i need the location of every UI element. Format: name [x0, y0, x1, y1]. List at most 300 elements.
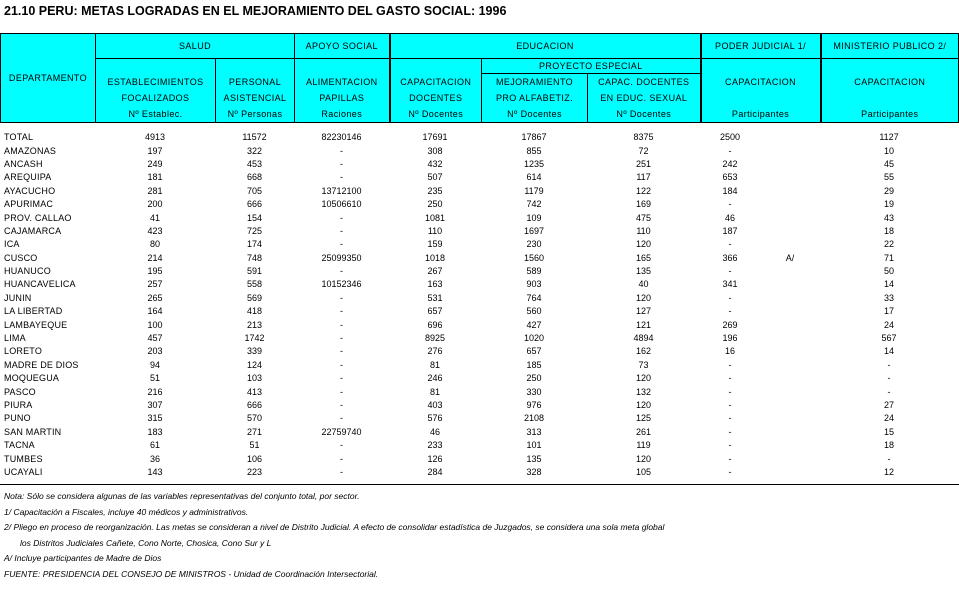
cell-value: 200: [147, 199, 163, 210]
header-col-line1: CAPACITACION: [400, 76, 472, 87]
cell-value: 135: [635, 266, 652, 277]
cell-value: [700, 144, 820, 157]
cell-value: [700, 399, 820, 412]
cell-departamento: TACNA: [4, 440, 35, 451]
table-row: [0, 278, 958, 291]
cell-departamento: AREQUIPA: [4, 172, 52, 183]
cell-value: -: [340, 266, 343, 277]
cell-value: 315: [147, 413, 163, 424]
cell-value: 183: [147, 426, 163, 437]
table-row: [0, 171, 958, 184]
cell-value: 8375: [633, 132, 654, 143]
cell-value: 109: [526, 212, 542, 223]
cell-value: 251: [635, 158, 652, 169]
cell-value: 257: [147, 279, 163, 290]
cell-departamento: ICA: [4, 239, 20, 250]
cell-value: 976: [526, 400, 542, 410]
header-col-unit: Nº Establec.: [128, 108, 183, 119]
header-col-line1: ESTABLECIMIENTOS: [107, 76, 204, 87]
cell-value: 313: [526, 426, 542, 437]
cell-value-text: -: [728, 359, 732, 370]
cell-value: 213: [246, 319, 263, 330]
cell-value: 61: [149, 440, 160, 451]
cell-value: 457: [147, 333, 163, 344]
footnote-spacer: [770, 345, 810, 358]
cell-value: 1127: [879, 132, 899, 143]
cell-value: 132: [635, 386, 652, 397]
table-row: [0, 426, 958, 439]
source-note: FUENTE: PRESIDENCIA DEL CONSEJO DE MINISTROS - Unidad de Coordinación Intersectorial.: [4, 568, 379, 579]
cell-value: 17: [883, 306, 894, 317]
table-row: [0, 359, 958, 372]
header-col-line2: ASISTENCIAL: [223, 92, 287, 103]
cell-value: 72: [638, 145, 649, 156]
cell-value: 124: [246, 359, 263, 370]
cell-value: 110: [636, 225, 651, 236]
header-col-personal: [216, 59, 295, 123]
cell-value: 13712100: [321, 185, 362, 196]
cell-departamento: MOQUEGUA: [4, 373, 60, 384]
cell-departamento: TUMBES: [4, 453, 43, 464]
cell-value: 330: [526, 386, 542, 397]
note-2-continued: los Distritos Judiciales Cañete, Cono Norte, Chosica, Cono Sur y L: [20, 537, 272, 548]
header-col-unit: Nº Docentes: [408, 108, 464, 119]
cell-value: [700, 278, 820, 291]
cell-value: 126: [427, 453, 443, 464]
footnote-spacer: [770, 292, 810, 305]
cell-value-text: 341: [722, 279, 738, 290]
table-row: [0, 225, 958, 238]
cell-value: 25099350: [321, 252, 362, 263]
header-group-apoyo-social: APOYO SOCIAL: [295, 34, 390, 59]
cell-value-text: -: [728, 426, 732, 437]
cell-value: 10506610: [321, 199, 362, 210]
cell-departamento: PASCO: [4, 386, 36, 397]
cell-value: 265: [147, 292, 163, 303]
header-departamento: DEPARTAMENTO: [1, 34, 96, 123]
cell-departamento: LA LIBERTAD: [4, 306, 63, 317]
header-col-line1: ALIMENTACION: [305, 76, 378, 87]
header-col-line2: EN EDUC. SEXUAL: [600, 93, 688, 103]
cell-value: 1018: [424, 252, 446, 263]
cell-value: 214: [147, 252, 163, 263]
header-col-unit: Participantes: [861, 108, 919, 119]
cell-departamento: ANCASH: [4, 158, 43, 169]
footnote-spacer: [770, 212, 810, 225]
cell-value: 250: [526, 373, 542, 384]
header-col-capacitacion-docentes: [390, 59, 482, 123]
cell-value: 216: [147, 386, 163, 397]
header-col-line1: MEJORAMIENTO: [495, 77, 574, 87]
cell-value: 453: [246, 158, 263, 169]
cell-value: 657: [526, 346, 542, 357]
cell-value: 195: [147, 266, 163, 277]
footnote-spacer: [770, 399, 810, 412]
cell-departamento: LORETO: [4, 346, 43, 357]
cell-value: 668: [246, 172, 263, 183]
cell-value: 413: [246, 386, 263, 397]
cell-value: 284: [427, 466, 443, 477]
cell-value-text: -: [728, 266, 732, 277]
cell-value: 569: [246, 292, 263, 303]
cell-value: [700, 452, 820, 465]
cell-value: 10152346: [321, 279, 362, 290]
cell-value: 14: [883, 279, 894, 290]
cell-value: 51: [249, 440, 260, 451]
cell-value: [700, 359, 820, 372]
cell-value: 164: [147, 306, 163, 317]
cell-departamento: LAMBAYEQUE: [4, 319, 68, 330]
cell-value: 36: [149, 453, 160, 464]
cell-value: [700, 292, 820, 305]
cell-value: 418: [246, 306, 263, 317]
table-row: [0, 332, 958, 345]
footnote-marker: A/: [785, 252, 795, 263]
cell-value: 267: [427, 266, 443, 277]
cell-value: 276: [427, 346, 443, 357]
cell-value: 235: [427, 185, 443, 196]
cell-value: 1560: [523, 252, 545, 263]
note-a: A/ Incluye participantes de Madre de Dios: [4, 553, 162, 563]
table-row: [0, 412, 958, 425]
cell-value: 1742: [244, 333, 265, 344]
cell-value: 174: [246, 239, 263, 250]
cell-value: 558: [246, 279, 263, 290]
cell-value: 40: [638, 279, 649, 290]
cell-value-text: 269: [722, 319, 738, 330]
cell-value: [700, 225, 820, 238]
cell-value: 748: [246, 252, 263, 263]
cell-value: 24: [883, 319, 894, 330]
cell-value-text: 2500: [719, 132, 741, 143]
cell-value: 135: [526, 453, 542, 464]
cell-value-text: -: [728, 400, 732, 410]
cell-value: 19: [883, 199, 894, 210]
cell-value: 45: [883, 158, 894, 169]
cell-value: 17691: [422, 132, 448, 143]
cell-value: 249: [147, 158, 163, 169]
cell-value: 570: [246, 413, 263, 424]
cell-departamento: PIURA: [4, 400, 33, 410]
cell-value: 203: [147, 346, 163, 357]
footnote-spacer: [770, 372, 810, 385]
cell-value: 427: [526, 319, 542, 330]
cell-value: 120: [635, 400, 652, 410]
table-row: [0, 198, 958, 211]
header-col-mejoramiento: [482, 74, 588, 123]
cell-value: 307: [147, 400, 163, 410]
cell-value: 81: [429, 386, 440, 397]
cell-value: 73: [638, 359, 649, 370]
cell-value: 764: [526, 292, 542, 303]
cell-value: 855: [526, 145, 542, 156]
cell-value: 4913: [144, 132, 166, 143]
cell-value: 696: [427, 319, 443, 330]
cell-value: 94: [149, 359, 160, 370]
cell-value: 246: [427, 373, 443, 384]
footnote-spacer: [770, 412, 810, 425]
table-row: [0, 131, 958, 144]
table-row: [0, 385, 958, 398]
cell-value-text: -: [728, 413, 732, 424]
cell-value: [700, 171, 820, 184]
table-row: [0, 185, 958, 198]
cell-departamento: AMAZONAS: [4, 145, 57, 156]
cell-value: -: [340, 319, 343, 330]
header-col-line1: CAPACITACION: [725, 76, 797, 87]
footnote-spacer: [770, 145, 810, 158]
cell-value: -: [340, 225, 343, 236]
cell-value-text: -: [728, 466, 732, 477]
footnote-spacer: [770, 158, 810, 171]
cell-value: [700, 372, 820, 385]
cell-value: 567: [881, 333, 897, 344]
table-row: [0, 372, 958, 385]
footnote-spacer: [770, 466, 810, 479]
cell-value: 24: [883, 413, 894, 424]
cell-value-text: -: [728, 292, 732, 303]
cell-value: 169: [635, 199, 652, 210]
cell-value: 121: [635, 319, 652, 330]
cell-value: 308: [427, 145, 443, 156]
cell-value: -: [340, 400, 343, 410]
cell-value: [700, 332, 820, 345]
note-nota: Nota: Sólo se considera algunas de las variables representativas del conjunto total, por sector.: [4, 491, 360, 501]
cell-departamento: LIMA: [4, 333, 26, 344]
cell-value: -: [340, 172, 343, 183]
cell-value: -: [340, 440, 343, 451]
cell-value: -: [340, 359, 343, 370]
cell-value: 33: [883, 292, 894, 303]
cell-value: 1697: [523, 225, 545, 236]
header-col-capac-educ-sexual: [588, 74, 701, 123]
cell-value-text: -: [728, 306, 732, 317]
cell-value: 27: [883, 400, 894, 410]
cell-departamento: PROV. CALLAO: [4, 212, 72, 223]
cell-value: 322: [246, 145, 263, 156]
cell-value: -: [887, 453, 891, 464]
cell-value: 120: [635, 239, 652, 250]
cell-value: 105: [635, 466, 652, 477]
cell-value: 1235: [523, 158, 545, 169]
cell-value: 101: [526, 440, 542, 451]
header-col-line2: FOCALIZADOS: [121, 92, 190, 103]
cell-value: 181: [147, 172, 163, 183]
cell-value: [700, 345, 820, 358]
cell-value: 531: [427, 292, 443, 303]
table-row: [0, 439, 958, 452]
table-row: [0, 158, 958, 171]
cell-value: 403: [427, 400, 443, 410]
cell-value: 725: [246, 225, 263, 236]
footnote-spacer: [770, 238, 810, 251]
cell-value: 742: [526, 199, 542, 210]
cell-value: 143: [147, 466, 163, 477]
cell-value: -: [340, 306, 343, 317]
cell-value-text: 187: [722, 225, 738, 236]
cell-value: 18: [883, 225, 894, 236]
footnotes: [4, 489, 664, 582]
cell-value: 127: [635, 306, 652, 317]
cell-value: 261: [635, 426, 652, 437]
cell-value: -: [340, 333, 343, 344]
cell-value-text: -: [728, 440, 732, 451]
table-row: [0, 265, 958, 278]
cell-value-text: -: [728, 145, 732, 156]
note-1: 1/ Capacitación a Fiscales, incluye 40 médicos y administrativos.: [4, 506, 249, 517]
header-col-line1: CAPACITACION: [854, 76, 926, 87]
cell-departamento: UCAYALI: [4, 466, 43, 477]
cell-value: 120: [635, 292, 652, 303]
cell-value: 507: [427, 172, 443, 183]
cell-value: 1020: [523, 333, 545, 344]
header-col-establecimientos: [96, 59, 216, 123]
cell-value-text: -: [728, 453, 732, 464]
header-col-unit: Raciones: [321, 108, 363, 119]
cell-value: 197: [147, 145, 163, 156]
cell-value: 339: [246, 346, 263, 357]
cell-value: -: [340, 466, 343, 477]
cell-value: 230: [526, 239, 542, 250]
cell-value: 666: [246, 199, 263, 210]
cell-value: [700, 211, 820, 224]
cell-departamento: SAN MARTIN: [4, 426, 62, 437]
footnote-spacer: [770, 198, 810, 211]
header-col-ministerio-capacitacion: [821, 59, 959, 123]
table-row: [0, 345, 958, 358]
header-group-salud: SALUD: [96, 34, 295, 59]
cell-value-text: 16: [724, 346, 735, 357]
cell-value: 4894: [633, 333, 654, 344]
header-group-educacion: EDUCACION: [390, 34, 701, 59]
header-col-spacer: [822, 90, 959, 106]
header-col-alimentacion: [295, 59, 390, 123]
cell-value: 11572: [242, 132, 267, 143]
cell-value: 119: [636, 440, 651, 451]
cell-value: 705: [246, 185, 263, 196]
header-col-line1: CAPAC. DOCENTES: [598, 77, 690, 87]
table-row: [0, 466, 958, 479]
header-col-unit: Nº Docentes: [616, 109, 672, 119]
cell-value: 1179: [524, 185, 544, 196]
cell-value: 41: [149, 212, 160, 223]
table-row: [0, 305, 958, 318]
cell-value: 110: [427, 225, 443, 236]
footnote-spacer: [770, 265, 810, 278]
header-col-unit: Nº Docentes: [507, 109, 562, 119]
cell-value: -: [887, 359, 891, 370]
cell-value: 423: [147, 225, 163, 236]
cell-departamento: PUNO: [4, 413, 31, 424]
cell-value: [700, 265, 820, 278]
footnote-spacer: [770, 359, 810, 372]
cell-value: 589: [526, 266, 542, 277]
cell-value: 15: [883, 426, 894, 437]
cell-value: 43: [883, 212, 894, 223]
cell-value: 154: [246, 212, 263, 223]
cell-value: 17867: [521, 132, 547, 143]
cell-value-text: 242: [722, 158, 738, 169]
cell-value: -: [340, 453, 343, 464]
divider-line: [0, 484, 959, 485]
cell-value: [700, 412, 820, 425]
cell-value: [700, 198, 820, 211]
cell-value: 106: [246, 453, 263, 464]
cell-value: 12: [883, 466, 894, 477]
header-col-line2: PAPILLAS: [319, 92, 365, 103]
cell-value: 281: [147, 185, 163, 196]
cell-departamento: HUANCAVELICA: [4, 279, 76, 290]
cell-value: -: [340, 346, 343, 357]
cell-departamento: AYACUCHO: [4, 185, 56, 196]
cell-value: -: [340, 145, 343, 156]
cell-value: -: [887, 386, 891, 397]
cell-value: 8925: [424, 333, 446, 344]
cell-value: 903: [526, 279, 542, 290]
cell-departamento: APURIMAC: [4, 199, 54, 210]
cell-value: -: [887, 373, 891, 384]
cell-value: 432: [427, 158, 443, 169]
cell-departamento: MADRE DE DIOS: [4, 359, 79, 370]
cell-value: 71: [883, 252, 894, 263]
cell-value: -: [340, 413, 343, 424]
table-row: [0, 144, 958, 157]
cell-value: 163: [427, 279, 443, 290]
footnote-spacer: [770, 426, 810, 439]
cell-value: -: [340, 212, 343, 223]
cell-value-text: 184: [722, 185, 738, 196]
cell-value: -: [340, 239, 343, 250]
cell-value: 614: [526, 172, 542, 183]
cell-value: 591: [246, 266, 263, 277]
header-col-line1: PERSONAL: [228, 76, 282, 87]
cell-departamento: CUSCO: [4, 252, 38, 263]
cell-value: 657: [427, 306, 443, 317]
cell-value: 55: [883, 172, 894, 183]
header-col-poder-judicial-capacitacion: [701, 59, 821, 123]
cell-value: [700, 439, 820, 452]
cell-value: 22: [883, 239, 894, 250]
footnote-spacer: [770, 332, 810, 345]
cell-value: 328: [526, 466, 542, 477]
page-title: 21.10 PERU: METAS LOGRADAS EN EL MEJORAMIENTO DEL GASTO SOCIAL: 1996: [4, 4, 507, 18]
header-col-line2: PRO ALFABETIZ.: [495, 93, 574, 103]
cell-value: [700, 131, 820, 144]
cell-value: [700, 385, 820, 398]
cell-value: 185: [526, 359, 542, 370]
cell-value: -: [340, 386, 343, 397]
header-col-line2: DOCENTES: [409, 92, 463, 103]
cell-value: 29: [883, 185, 894, 196]
table-row: [0, 238, 958, 251]
cell-value: 81: [429, 359, 440, 370]
footnote-spacer: [770, 225, 810, 238]
footnote-spacer: [770, 439, 810, 452]
cell-value: 666: [246, 400, 263, 410]
footnote-spacer: [770, 305, 810, 318]
footnote-spacer: [770, 278, 810, 291]
cell-value-text: -: [728, 199, 732, 210]
cell-value: [700, 252, 820, 265]
cell-value: 159: [427, 239, 443, 250]
cell-value: 50: [883, 266, 894, 277]
cell-value: 576: [427, 413, 443, 424]
table-row: [0, 399, 958, 412]
table-row: [0, 252, 958, 265]
cell-value-text: 196: [722, 333, 738, 344]
cell-value-text: 366: [722, 252, 738, 263]
cell-value: 18: [883, 440, 894, 451]
